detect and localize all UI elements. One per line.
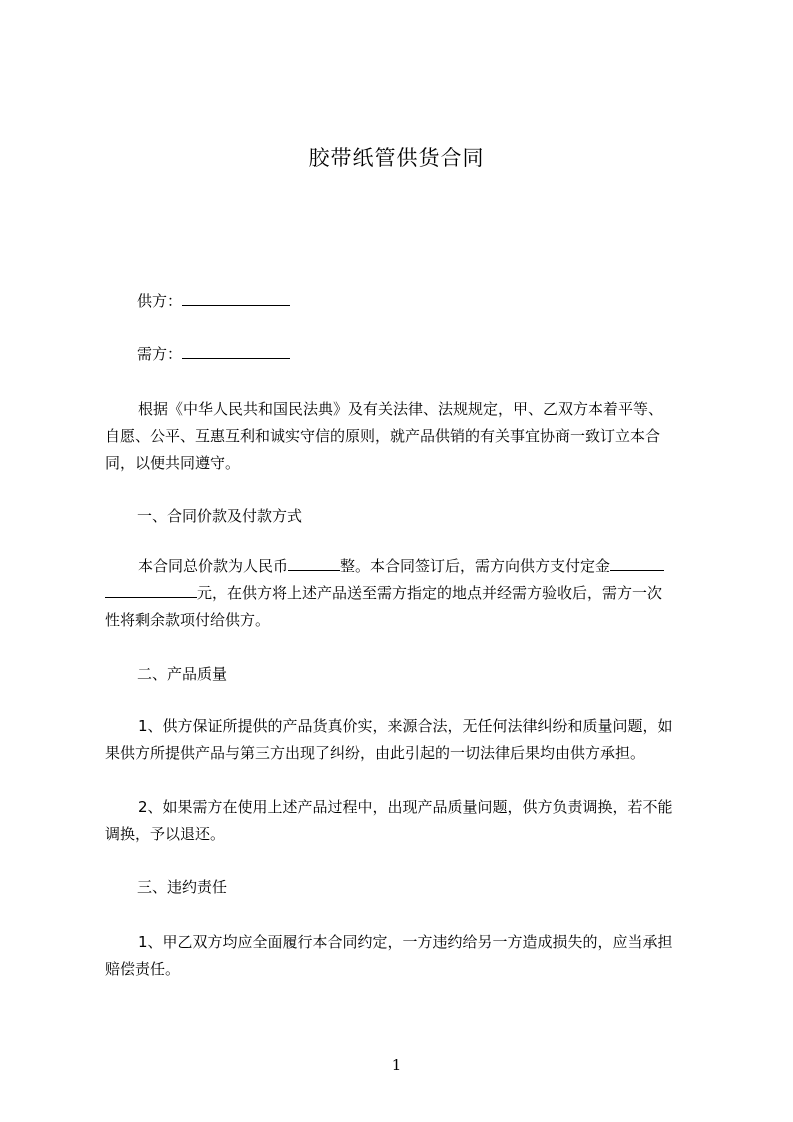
section-2-item-2-line-1: 2、如果需方在使用上述产品过程中，出现产品质量问题，供方负责调换，若不能 [138, 798, 673, 816]
supplier-label: 供方： [137, 292, 183, 310]
section-3-heading: 三、违约责任 [137, 878, 228, 896]
section-1-line-2 [105, 580, 710, 607]
preamble-line-1: 根据《中华人民共和国民法典》及有关法律、法规规定，甲、乙双方本着平等、 [138, 400, 664, 418]
section-2-item-1 [105, 713, 710, 767]
section-1-line-3: 性将剩余款项付给供方。 [105, 611, 271, 629]
buyer-line [137, 344, 290, 364]
section-3-item-1 [105, 929, 710, 983]
section-2-heading: 二、产品质量 [137, 665, 228, 683]
total-price-blank [288, 556, 340, 571]
section-1-line-1 [105, 553, 710, 580]
buyer-blank [182, 344, 290, 359]
supplier-blank [182, 291, 290, 306]
section-1-heading: 一、合同价款及付款方式 [137, 507, 303, 525]
section-2-item-2 [105, 794, 710, 848]
deposit-blank-part-1 [610, 556, 664, 571]
page-number: 1 [391, 1056, 402, 1074]
preamble-line-2: 自愿、公平、互惠互利和诚实守信的原则，就产品供销的有关事宜协商一致订立本合 [105, 427, 661, 445]
deposit-blank-part-2 [105, 583, 197, 598]
section-1-paragraph [105, 553, 710, 634]
section-1-line-1-b: 整。本合同签订后，需方向供方支付定金 [340, 557, 611, 575]
preamble-paragraph [105, 396, 710, 477]
section-1-line-2-text: 元，在供方将上述产品送至需方指定的地点并经需方验收后，需方一次 [197, 584, 663, 602]
section-2-item-1-line-1: 1、供方保证所提供的产品货真价实，来源合法，无任何法律纠纷和质量问题，如 [138, 717, 673, 735]
section-2-item-2-line-2: 调换，予以退还。 [105, 825, 226, 843]
buyer-label: 需方： [137, 345, 183, 363]
section-3-item-1-line-1: 1、甲乙双方均应全面履行本合同约定，一方违约给另一方造成损失的，应当承担 [138, 933, 673, 951]
section-2-item-1-line-2: 果供方所提供产品与第三方出现了纠纷，由此引起的一切法律后果均由供方承担。 [105, 744, 646, 762]
supplier-line [137, 291, 290, 311]
document-title: 胶带纸管供货合同 [308, 146, 485, 170]
preamble-line-3: 同，以便共同遵守。 [105, 454, 241, 472]
section-1-line-1-a: 本合同总价款为人民币 [138, 557, 289, 575]
section-3-item-1-line-2: 赔偿责任。 [105, 960, 181, 978]
